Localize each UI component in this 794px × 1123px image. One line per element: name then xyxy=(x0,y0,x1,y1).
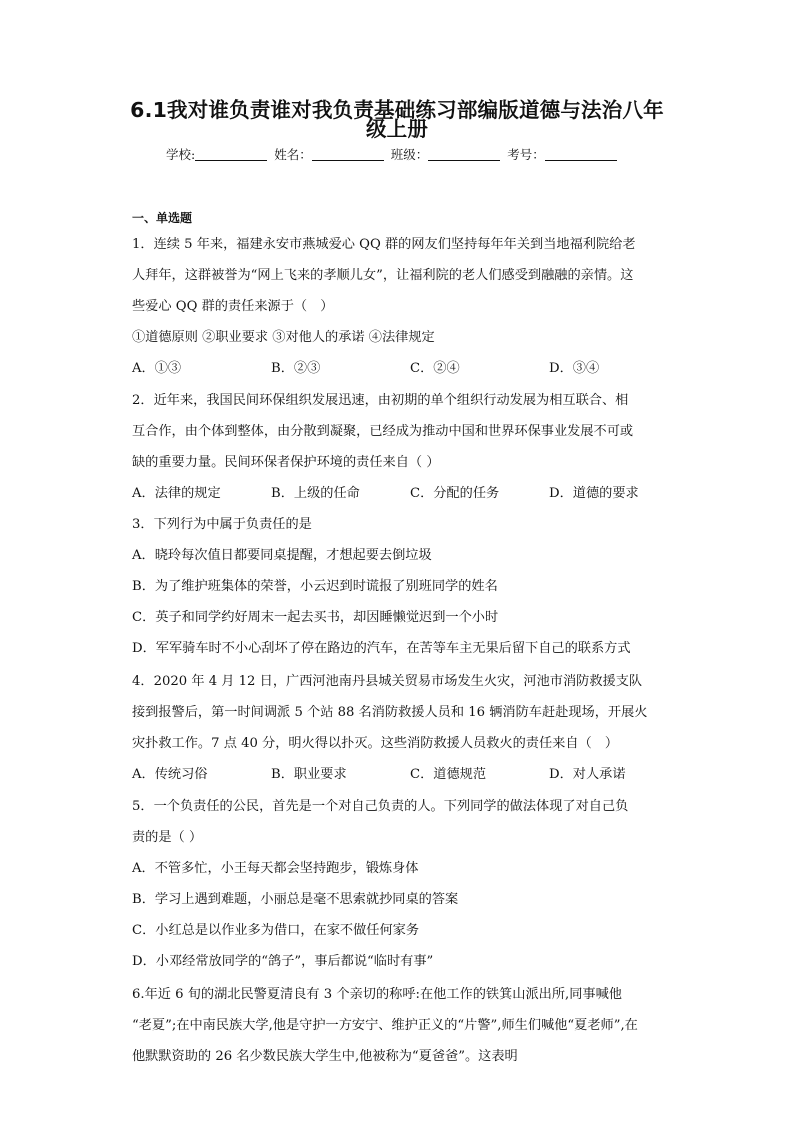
option-a[interactable]: A．不管多忙，小王每天都会坚持跑步，锻炼身体 xyxy=(132,861,419,876)
question-line: 1．连续 5 年来，福建永安市燕城爱心 QQ 群的网友们坚持每年年关到当地福利院给老 xyxy=(132,237,636,252)
option-c[interactable]: C．小红总是以作业多为借口，在家不做任何家务 xyxy=(132,923,420,938)
option-c[interactable]: C．道德规范 xyxy=(410,767,487,782)
option-a[interactable]: A．晓玲每次值日都要同桌提醒，才想起要去倒垃圾 xyxy=(132,548,432,563)
question-line: 人拜年，这群被誉为“网上飞来的孝顺儿女”，让福利院的老人们感受到融融的亲情。这 xyxy=(132,268,634,283)
student-info-row xyxy=(166,145,620,163)
option-b[interactable]: B．②③ xyxy=(271,361,321,376)
option-b[interactable]: B．职业要求 xyxy=(271,767,347,782)
option-b[interactable]: B．为了维护班集体的荣誉，小云迟到时谎报了别班同学的姓名 xyxy=(132,579,498,594)
exam-no-label: 考号： xyxy=(507,147,545,162)
option-c[interactable]: C．②④ xyxy=(410,361,460,376)
question-line: 责的是（ ） xyxy=(132,830,203,845)
option-c[interactable]: C．英子和同学约好周末一起去买书，却因睡懒觉迟到一个小时 xyxy=(132,610,499,625)
question-line: 些爱心 QQ 群的责任来源于（ ） xyxy=(132,299,334,314)
section-heading: 一、单选题 xyxy=(132,211,193,225)
question-line: 互合作，由个体到整体，由分散到凝聚，已经成为推动中国和世界环保事业发展不可或 xyxy=(132,424,634,439)
name-blank xyxy=(312,148,384,161)
option-a[interactable]: A．①③ xyxy=(132,361,182,376)
question-line: 5．一个负责任的公民，首先是一个对自己负责的人。下列同学的做法体现了对自己负 xyxy=(132,799,629,814)
question-line: 2．近年来，我国民间环保组织发展迅速，由初期的单个组织行动发展为相互联合、相 xyxy=(132,393,629,408)
question-line: 3．下列行为中属于负责任的是 xyxy=(132,517,312,532)
question-line: 4．2020 年 4 月 12 日，广西河池南丹县城关贸易市场发生火灾，河池市消防救援支队 xyxy=(132,674,643,689)
question-line: 他默默资助的 26 名少数民族大学生中,他被称为“夏爸爸”。这表明 xyxy=(132,1049,518,1064)
question-line: 接到报警后，第一时间调派 5 个站 88 名消防救援人员和 16 辆消防车赶赴现场，开展火 xyxy=(132,705,648,720)
question-line: “老夏”;在中南民族大学,他是守护一方安宁、维护正义的“片警”,师生们喊他“夏老师”,在 xyxy=(132,1018,638,1033)
option-d[interactable]: D．小邓经常放同学的“鸽子”，事后都说“临时有事” xyxy=(132,954,434,969)
option-b[interactable]: B．学习上遇到难题，小丽总是毫不思索就抄同桌的答案 xyxy=(132,892,459,907)
school-blank xyxy=(195,148,267,161)
option-d[interactable]: D．对人承诺 xyxy=(549,767,626,782)
school-label: 学校: xyxy=(166,147,196,162)
option-c[interactable]: C．分配的任务 xyxy=(410,486,500,501)
class-label: 班级： xyxy=(390,147,429,162)
option-d[interactable]: D．道德的要求 xyxy=(549,486,639,501)
question-line: 缺的重要力量。民间环保者保护环境的责任来自（ ） xyxy=(132,455,440,470)
option-b[interactable]: B．上级的任命 xyxy=(271,486,360,501)
page-title-line2: 级上册 xyxy=(365,117,429,141)
question-line: 6.年近 6 旬的湖北民警夏清良有 3 个亲切的称呼:在他工作的铁箕山派出所,同事喊他 xyxy=(132,987,622,1002)
question-line: 灾扑救工作。7 点 40 分，明火得以扑灭。这些消防救援人员救火的责任来自（ ） xyxy=(132,736,619,751)
option-a[interactable]: A．传统习俗 xyxy=(132,767,208,782)
page-title-line1: 6.1我对谁负责谁对我负责基础练习部编版道德与法治八年 xyxy=(130,98,664,122)
name-label: 姓名： xyxy=(274,147,312,162)
option-a[interactable]: A．法律的规定 xyxy=(132,486,221,501)
class-blank xyxy=(428,148,500,161)
exam-no-blank xyxy=(545,148,617,161)
question-line: ①道德原则 ②职业要求 ③对他人的承诺 ④法律规定 xyxy=(132,330,435,345)
option-d[interactable]: D．军军骑车时不小心刮坏了停在路边的汽车，在苦等车主无果后留下自己的联系方式 xyxy=(132,641,631,656)
option-d[interactable]: D．③④ xyxy=(549,361,600,376)
